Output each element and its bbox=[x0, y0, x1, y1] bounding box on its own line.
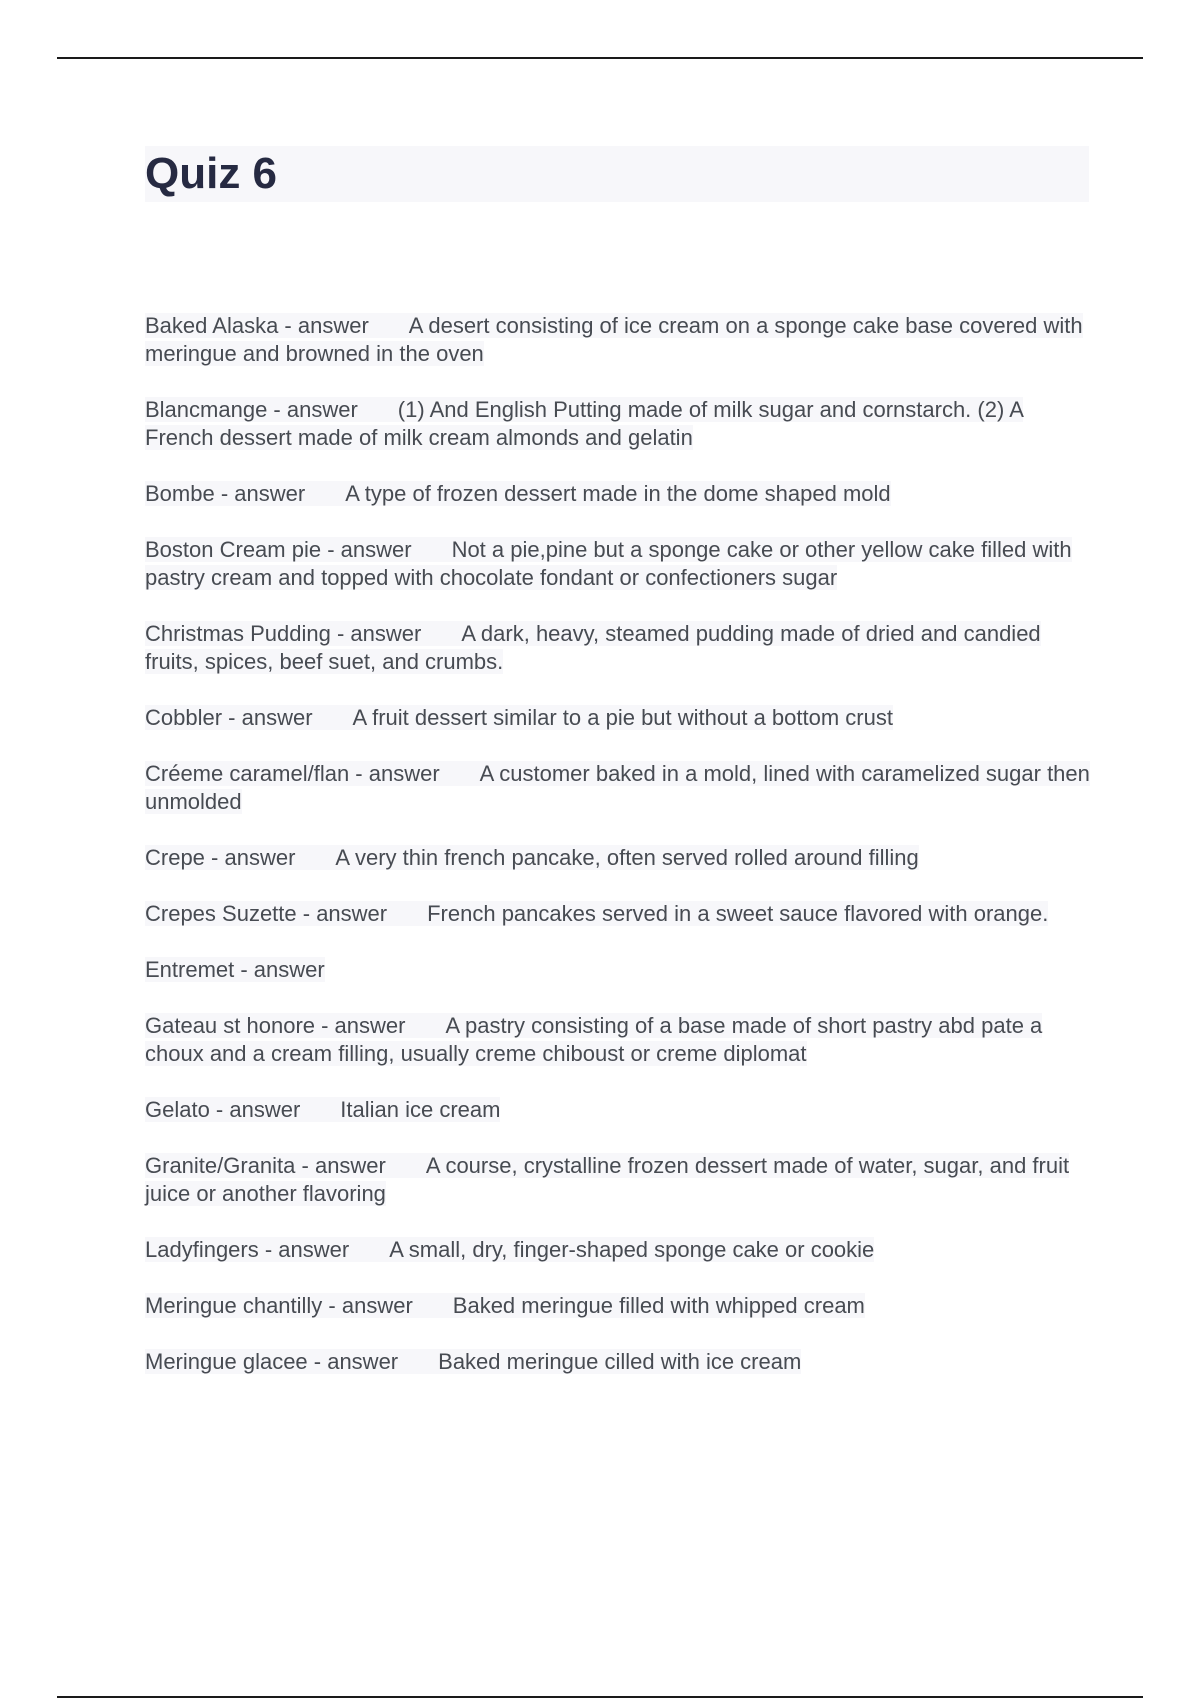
entry-definition: A customer baked in a mold, lined with caramelized sugar then unmolded bbox=[145, 761, 1090, 814]
entry-term: Créeme caramel/flan - answer bbox=[145, 761, 440, 786]
entry-term: Crepe - answer bbox=[145, 845, 296, 870]
entry-definition: A pastry consisting of a base made of short pastry abd pate a choux and a cream filling, usually creme chiboust or creme diplomat bbox=[145, 1013, 1043, 1066]
list-item bbox=[145, 312, 1095, 368]
list-item bbox=[145, 760, 1095, 816]
list-item bbox=[145, 1012, 1095, 1068]
list-item bbox=[145, 1292, 1095, 1320]
list-item bbox=[145, 1152, 1095, 1208]
entry-definition: Baked meringue cilled with ice cream bbox=[438, 1349, 802, 1374]
list-item bbox=[145, 1348, 1095, 1376]
list-item bbox=[145, 844, 1095, 872]
entry-term: Gateau st honore - answer bbox=[145, 1013, 406, 1038]
entry-term: Boston Cream pie - answer bbox=[145, 537, 412, 562]
title-band bbox=[145, 146, 1089, 202]
list-item bbox=[145, 396, 1095, 452]
entry-definition: French pancakes served in a sweet sauce flavored with orange. bbox=[427, 901, 1049, 926]
list-item bbox=[145, 620, 1095, 676]
bottom-rule bbox=[57, 1696, 1143, 1698]
entry-definition: A dark, heavy, steamed pudding made of dried and candied fruits, spices, beef suet, and crumbs. bbox=[145, 621, 1041, 674]
list-item bbox=[145, 480, 1095, 508]
entry-term: Meringue chantilly - answer bbox=[145, 1293, 413, 1318]
list-item bbox=[145, 536, 1095, 592]
entry-definition: (1) And English Putting made of milk sugar and cornstarch. (2) A French dessert made of milk cream almonds and gelatin bbox=[145, 397, 1023, 450]
entry-term: Blancmange - answer bbox=[145, 397, 358, 422]
entry-term: Bombe - answer bbox=[145, 481, 306, 506]
flashcard-list bbox=[145, 312, 1095, 1404]
entry-definition: A type of frozen dessert made in the dome shaped mold bbox=[345, 481, 891, 506]
list-item bbox=[145, 956, 1095, 984]
entry-term: Ladyfingers - answer bbox=[145, 1237, 350, 1262]
entry-term: Granite/Granita - answer bbox=[145, 1153, 386, 1178]
entry-definition: Not a pie,pine but a sponge cake or other yellow cake filled with pastry cream and topped with chocolate fondant or confectioners sugar bbox=[145, 537, 1072, 590]
entry-definition: A fruit dessert similar to a pie but without a bottom crust bbox=[352, 705, 893, 730]
entry-term: Entremet - answer bbox=[145, 957, 325, 982]
entry-term: Christmas Pudding - answer bbox=[145, 621, 422, 646]
entry-definition: Baked meringue filled with whipped cream bbox=[452, 1293, 865, 1318]
entry-term: Gelato - answer bbox=[145, 1097, 301, 1122]
list-item bbox=[145, 704, 1095, 732]
entry-term: Crepes Suzette - answer bbox=[145, 901, 388, 926]
top-rule bbox=[57, 57, 1143, 59]
entry-definition: A desert consisting of ice cream on a sponge cake base covered with meringue and browned in the oven bbox=[145, 313, 1083, 366]
list-item bbox=[145, 900, 1095, 928]
list-item bbox=[145, 1096, 1095, 1124]
entry-term: Cobbler - answer bbox=[145, 705, 313, 730]
entry-definition: A very thin french pancake, often served rolled around filling bbox=[335, 845, 919, 870]
entry-definition: A small, dry, finger-shaped sponge cake or cookie bbox=[389, 1237, 875, 1262]
entry-definition: A course, crystalline frozen dessert made of water, sugar, and fruit juice or another flavoring bbox=[145, 1153, 1070, 1206]
entry-definition: Italian ice cream bbox=[340, 1097, 501, 1122]
page-title: Quiz 6 bbox=[145, 149, 278, 198]
list-item bbox=[145, 1236, 1095, 1264]
entry-term: Baked Alaska - answer bbox=[145, 313, 369, 338]
entry-term: Meringue glacee - answer bbox=[145, 1349, 399, 1374]
